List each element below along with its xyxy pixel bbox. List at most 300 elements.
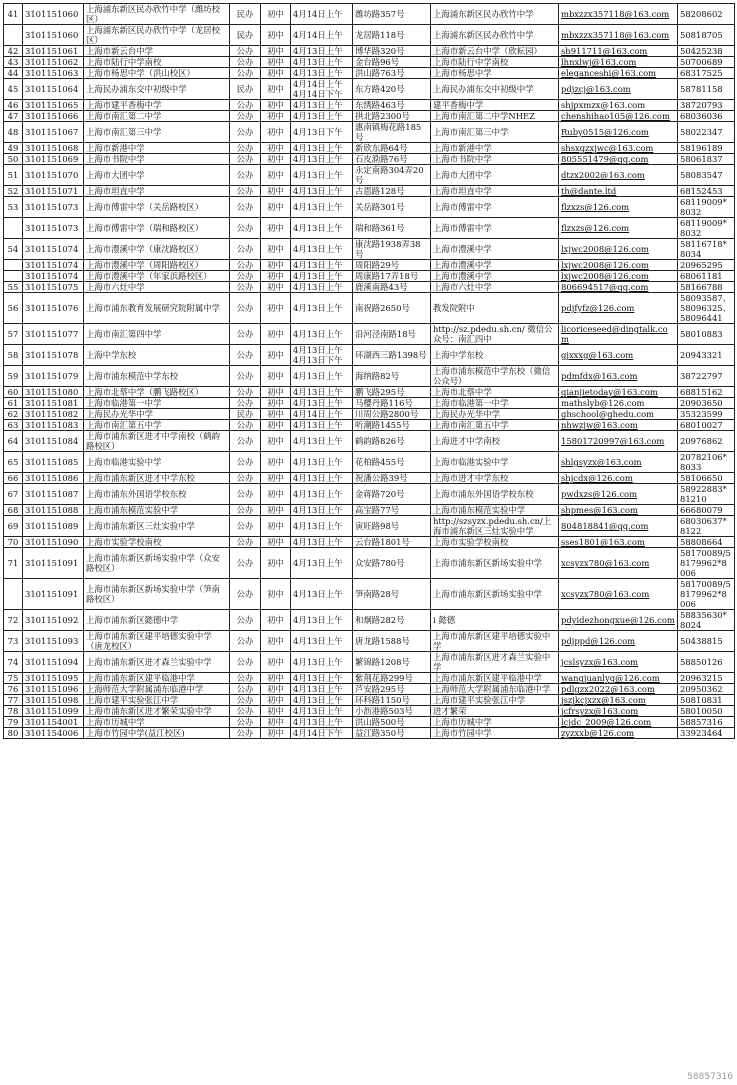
- row-number: 79: [4, 717, 23, 728]
- school-code: 3101151064: [23, 79, 84, 100]
- school-type: 公办: [230, 387, 261, 398]
- table-row: [4, 706, 735, 717]
- school-address: 鹏飞路295号: [353, 387, 431, 398]
- table-row: [4, 345, 735, 366]
- contact-email[interactable]: jszjkcjxzx@163.com: [559, 695, 678, 706]
- visit-time: 4月13日上午 4月13日下午: [291, 345, 353, 366]
- school-address: 南祝路2650号: [353, 293, 431, 324]
- contact-email[interactable]: 15801720997@163.com: [559, 431, 678, 452]
- contact-email[interactable]: lxjwc2008@126.com: [559, 260, 678, 271]
- school-type: 公办: [230, 46, 261, 57]
- school-type: 公办: [230, 165, 261, 186]
- info-channel: 上海浦东新区民办欣竹中学: [431, 25, 559, 46]
- school-address: 高宝路77号: [353, 505, 431, 516]
- table-row: [4, 197, 735, 218]
- row-number: 45: [4, 79, 23, 100]
- school-code: 3101151074: [23, 260, 84, 271]
- contact-phone: 58010883: [678, 324, 735, 345]
- visit-time: 4月13日上午: [291, 652, 353, 673]
- visit-time: 4月13日上午: [291, 610, 353, 631]
- school-type: 公办: [230, 260, 261, 271]
- info-channel: 上海市坦直中学: [431, 186, 559, 197]
- school-name: 上海市傅雷中学（瑞和路校区）: [84, 218, 230, 239]
- contact-email[interactable]: 804818841@qq.com: [559, 516, 678, 537]
- contact-email[interactable]: mbxzzx357118@163.com: [559, 25, 678, 46]
- visit-time: 4月13日上午: [291, 100, 353, 111]
- school-level: 初中: [261, 345, 291, 366]
- contact-phone: 58093587、58096325、58096441: [678, 293, 735, 324]
- school-name: 上海中学东校: [84, 345, 230, 366]
- school-level: 初中: [261, 387, 291, 398]
- info-channel: 上海市实验学校南校: [431, 537, 559, 548]
- contact-email[interactable]: pdmfdx@163.com: [559, 366, 678, 387]
- visit-time: 4月13日上午: [291, 324, 353, 345]
- visit-time: 4月13日上午: [291, 271, 353, 282]
- visit-time: 4月13日上午: [291, 111, 353, 122]
- school-level: 初中: [261, 673, 291, 684]
- visit-time: 4月13日上午: [291, 197, 353, 218]
- contact-phone: 68815162: [678, 387, 735, 398]
- school-address: 潍坊路357号: [353, 4, 431, 25]
- school-type: 公办: [230, 143, 261, 154]
- contact-phone: 58808664: [678, 537, 735, 548]
- contact-phone: 58850126: [678, 652, 735, 673]
- contact-phone: 38720793: [678, 100, 735, 111]
- contact-email[interactable]: jcslsyzx@163.com: [559, 652, 678, 673]
- row-number: 73: [4, 631, 23, 652]
- row-number: [4, 218, 23, 239]
- school-name: 上海市坦直中学: [84, 186, 230, 197]
- contact-email[interactable]: shjcdx@126.com: [559, 473, 678, 484]
- school-level: 初中: [261, 154, 291, 165]
- contact-email[interactable]: pdjppd@126.com: [559, 631, 678, 652]
- table-row: [4, 293, 735, 324]
- school-address: 益江路350号: [353, 728, 431, 739]
- school-type: 公办: [230, 111, 261, 122]
- school-name: 上海市浦东新区新场实验中学（众安路校区）: [84, 548, 230, 579]
- contact-email[interactable]: jcfrsyzx@163.com: [559, 706, 678, 717]
- school-name: 上海市浦东新区懿德中学: [84, 610, 230, 631]
- school-name: 上海市浦东教育发展研究院附属中学: [84, 293, 230, 324]
- school-type: 公办: [230, 717, 261, 728]
- school-address: 笋南路28号: [353, 579, 431, 610]
- visit-time: 4月13日上午: [291, 717, 353, 728]
- school-name: 上海市新云台中学: [84, 46, 230, 57]
- table-row: [4, 186, 735, 197]
- table-body: [4, 4, 735, 739]
- contact-email[interactable]: lxjwc2008@126.com: [559, 239, 678, 260]
- school-level: 初中: [261, 271, 291, 282]
- school-name: 上海市实验学校南校: [84, 537, 230, 548]
- school-code: 3101151077: [23, 324, 84, 345]
- contact-phone: 58083547: [678, 165, 735, 186]
- school-address: 唐龙路1588号: [353, 631, 431, 652]
- info-channel: 上海市陆行中学南校: [431, 57, 559, 68]
- contact-email[interactable]: shlgsyzx@163.com: [559, 452, 678, 473]
- table-row: [4, 122, 735, 143]
- table-row: [4, 387, 735, 398]
- table-row: [4, 516, 735, 537]
- school-type: 公办: [230, 398, 261, 409]
- contact-email[interactable]: pdyidezhongxue@126.com: [559, 610, 678, 631]
- visit-time: 4月13日上午: [291, 684, 353, 695]
- contact-email[interactable]: 805551479@qq.com: [559, 154, 678, 165]
- contact-email[interactable]: dtzx2002@163.com: [559, 165, 678, 186]
- table-row: [4, 25, 735, 46]
- contact-phone: 20976862: [678, 431, 735, 452]
- school-level: 初中: [261, 505, 291, 516]
- info-channel: 上海师范大学附属浦东临港中学: [431, 684, 559, 695]
- info-channel: 上海进才中学南校: [431, 431, 559, 452]
- school-name: 上海市浦东模范实验中学: [84, 505, 230, 516]
- contact-phone: 68061181: [678, 271, 735, 282]
- info-channel: 上海市浦东模范实验中学: [431, 505, 559, 516]
- row-number: 60: [4, 387, 23, 398]
- table-row: [4, 728, 735, 739]
- contact-phone: 58061837: [678, 154, 735, 165]
- school-level: 初中: [261, 409, 291, 420]
- table-row: [4, 695, 735, 706]
- contact-phone: 20943321: [678, 345, 735, 366]
- school-code: 3101151068: [23, 143, 84, 154]
- school-type: 公办: [230, 579, 261, 610]
- contact-phone: 68010027: [678, 420, 735, 431]
- school-name: 上海市历城中学: [84, 717, 230, 728]
- school-address: 金蒋路720号: [353, 484, 431, 505]
- school-code: 3101151071: [23, 186, 84, 197]
- contact-email[interactable]: Ruby0515@126.com: [559, 122, 678, 143]
- school-code: 3101151065: [23, 100, 84, 111]
- info-channel: 上海市南汇第五中学: [431, 420, 559, 431]
- info-channel: http://szsyzx.pdedu.sh.cn/上海市浦东新区三灶实验中学: [431, 516, 559, 537]
- table-row: [4, 324, 735, 345]
- contact-email[interactable]: eleganceshi@163.com: [559, 68, 678, 79]
- school-code: 3101151062: [23, 57, 84, 68]
- contact-email[interactable]: qianjietoday@163.com: [559, 387, 678, 398]
- school-type: 公办: [230, 452, 261, 473]
- info-channel: 上海市澧溪中学: [431, 271, 559, 282]
- table-row: [4, 548, 735, 579]
- school-code: 3101151063: [23, 68, 84, 79]
- contact-email[interactable]: shsxgzxjwc@163.com: [559, 143, 678, 154]
- info-channel: 上海市澧溪中学: [431, 239, 559, 260]
- school-address: 惠南镇梅花路185号: [353, 122, 431, 143]
- school-address: 云台路1801号: [353, 537, 431, 548]
- table-row: [4, 366, 735, 387]
- school-name: 上海市澧溪中学（康沈路校区）: [84, 239, 230, 260]
- info-channel: 上海市书院中学: [431, 154, 559, 165]
- school-type: 公办: [230, 484, 261, 505]
- school-address: 寅旺路98号: [353, 516, 431, 537]
- table-row: [4, 673, 735, 684]
- school-type: 公办: [230, 122, 261, 143]
- table-row: [4, 46, 735, 57]
- school-type: 公办: [230, 366, 261, 387]
- school-address: 和炯路282号: [353, 610, 431, 631]
- visit-time: 4月13日上午: [291, 631, 353, 652]
- school-code: 3101151060: [23, 25, 84, 46]
- school-type: 公办: [230, 728, 261, 739]
- visit-time: 4月13日上午: [291, 548, 353, 579]
- contact-email[interactable]: shpmes@163.com: [559, 505, 678, 516]
- school-level: 初中: [261, 516, 291, 537]
- row-number: 49: [4, 143, 23, 154]
- school-type: 公办: [230, 516, 261, 537]
- school-name: 上海市浦东模范中学东校: [84, 366, 230, 387]
- visit-time: 4月13日下午: [291, 122, 353, 143]
- school-level: 初中: [261, 218, 291, 239]
- row-number: 41: [4, 4, 23, 25]
- visit-time: 4月13日上午: [291, 695, 353, 706]
- school-level: 初中: [261, 122, 291, 143]
- school-code: 3101151060: [23, 4, 84, 25]
- contact-email[interactable]: flzxzs@126.com: [559, 218, 678, 239]
- school-address: 古恩路128号: [353, 186, 431, 197]
- info-channel: 上海市竹园中学: [431, 728, 559, 739]
- info-channel: 上海市傅雷中学: [431, 197, 559, 218]
- school-name: 上海市建平香梅中学: [84, 100, 230, 111]
- contact-email[interactable]: sh911711@163.com: [559, 46, 678, 57]
- info-channel: 上海市傅雷中学: [431, 218, 559, 239]
- contact-phone: 20903650: [678, 398, 735, 409]
- school-name: 上海市澧溪中学（年家浜路校区）: [84, 271, 230, 282]
- school-code: 3101151061: [23, 46, 84, 57]
- school-level: 初中: [261, 398, 291, 409]
- school-level: 初中: [261, 610, 291, 631]
- contact-email[interactable]: nhwzjw@163.com: [559, 420, 678, 431]
- info-channel: 上海市杨思中学: [431, 68, 559, 79]
- school-name: 上海民办浦东交中初级中学: [84, 79, 230, 100]
- contact-email[interactable]: pdlgzx2022@163.com: [559, 684, 678, 695]
- school-type: 公办: [230, 197, 261, 218]
- info-channel: 上海中学东校: [431, 345, 559, 366]
- visit-time: 4月13日上午: [291, 165, 353, 186]
- info-channel: 上海市浦东新区建平临港中学: [431, 673, 559, 684]
- school-address: 洪山路763号: [353, 68, 431, 79]
- info-channel: 进才繁荣: [431, 706, 559, 717]
- info-channel: 上海市北蔡中学: [431, 387, 559, 398]
- contact-email[interactable]: mathslyb@126.com: [559, 398, 678, 409]
- table-row: [4, 537, 735, 548]
- school-level: 初中: [261, 100, 291, 111]
- school-code: 3101151084: [23, 431, 84, 452]
- table-row: [4, 431, 735, 452]
- table-row: [4, 154, 735, 165]
- school-code: 3101151073: [23, 218, 84, 239]
- school-address: 石皮泐路76号: [353, 154, 431, 165]
- row-number: 64: [4, 431, 23, 452]
- school-name: 上海市浦东新区新场实验中学（笋南路校区）: [84, 579, 230, 610]
- contact-email[interactable]: wangjuanlyg@126.com: [559, 673, 678, 684]
- school-level: 初中: [261, 25, 291, 46]
- school-address: 海纳路82号: [353, 366, 431, 387]
- school-code: 3101151090: [23, 537, 84, 548]
- table-row: [4, 579, 735, 610]
- table-row: [4, 165, 735, 186]
- contact-email[interactable]: flzxzs@126.com: [559, 197, 678, 218]
- school-level: 初中: [261, 282, 291, 293]
- row-number: 67: [4, 484, 23, 505]
- row-number: 56: [4, 293, 23, 324]
- contact-phone: 50810831: [678, 695, 735, 706]
- info-channel: 上海市历城中学: [431, 717, 559, 728]
- school-type: 公办: [230, 420, 261, 431]
- row-number: 72: [4, 610, 23, 631]
- school-level: 初中: [261, 548, 291, 579]
- contact-phone: 33923464: [678, 728, 735, 739]
- school-code: 3101151079: [23, 366, 84, 387]
- contact-email[interactable]: licoriceseed@dingtalk.com: [559, 324, 678, 345]
- school-level: 初中: [261, 537, 291, 548]
- school-type: 公办: [230, 324, 261, 345]
- school-address: 东绣路463号: [353, 100, 431, 111]
- school-level: 初中: [261, 728, 291, 739]
- school-level: 初中: [261, 473, 291, 484]
- info-channel: 上海民办浦东交中初级中学: [431, 79, 559, 100]
- school-level: 初中: [261, 143, 291, 154]
- table-row: [4, 717, 735, 728]
- table-row: [4, 484, 735, 505]
- school-level: 初中: [261, 324, 291, 345]
- school-name: 上海市陆行中学南校: [84, 57, 230, 68]
- contact-email[interactable]: xcsyzx780@163.com: [559, 548, 678, 579]
- visit-time: 4月13日上午: [291, 46, 353, 57]
- school-address: 芦安路295号: [353, 684, 431, 695]
- school-name: 上海市临港第一中学: [84, 398, 230, 409]
- table-row: [4, 4, 735, 25]
- row-number: 78: [4, 706, 23, 717]
- contact-email[interactable]: pwdxzs@126.com: [559, 484, 678, 505]
- info-channel: 上海市进才中学东校: [431, 473, 559, 484]
- school-address: 博华路320号: [353, 46, 431, 57]
- row-number: [4, 579, 23, 610]
- school-address: 听潮路1455号: [353, 420, 431, 431]
- row-number: 50: [4, 154, 23, 165]
- school-address: 鹿溪南路43号: [353, 282, 431, 293]
- school-address: 花柏路455号: [353, 452, 431, 473]
- school-address: 金台路96号: [353, 57, 431, 68]
- visit-time: 4月13日上午: [291, 473, 353, 484]
- school-name: 上海市建平实验张江中学: [84, 695, 230, 706]
- school-address: 关岳路301号: [353, 197, 431, 218]
- info-channel: 上海市大团中学: [431, 165, 559, 186]
- school-code: 3101151081: [23, 398, 84, 409]
- visit-time: 4月13日上午: [291, 143, 353, 154]
- school-type: 公办: [230, 282, 261, 293]
- school-code: 3101151069: [23, 154, 84, 165]
- row-number: 68: [4, 505, 23, 516]
- info-channel: i 懿德: [431, 610, 559, 631]
- school-type: 公办: [230, 631, 261, 652]
- school-type: 公办: [230, 186, 261, 197]
- school-address: 拱北路2300号: [353, 111, 431, 122]
- school-name: 上海市澧溪中学（周阳路校区）: [84, 260, 230, 271]
- school-address: 周康路17弄18号: [353, 271, 431, 282]
- contact-phone: 20965295: [678, 260, 735, 271]
- contact-email[interactable]: th@dante.ltd: [559, 186, 678, 197]
- contact-email[interactable]: mbxzzx357118@163.com: [559, 4, 678, 25]
- table-row: [4, 57, 735, 68]
- row-number: 46: [4, 100, 23, 111]
- contact-phone: 50438815: [678, 631, 735, 652]
- contact-phone: 68119009*8032: [678, 197, 735, 218]
- table-row: [4, 452, 735, 473]
- school-code: 3101151091: [23, 548, 84, 579]
- row-number: 75: [4, 673, 23, 684]
- contact-email[interactable]: zyzxxb@126.com: [559, 728, 678, 739]
- watermark-text: 58857316: [687, 1072, 733, 1082]
- row-number: 51: [4, 165, 23, 186]
- school-level: 初中: [261, 165, 291, 186]
- table-row: [4, 79, 735, 100]
- school-address: 祝潘公路39号: [353, 473, 431, 484]
- contact-phone: 35323599: [678, 409, 735, 420]
- contact-email[interactable]: xcsyzx780@163.com: [559, 579, 678, 610]
- contact-email[interactable]: 806694517@qq.com: [559, 282, 678, 293]
- visit-time: 4月13日上午: [291, 154, 353, 165]
- school-address: 东方路420号: [353, 79, 431, 100]
- school-name: 上海市浦东新区建平临港中学: [84, 673, 230, 684]
- school-name: 上海市浦东新区三灶实验中学: [84, 516, 230, 537]
- school-type: 公办: [230, 706, 261, 717]
- school-level: 初中: [261, 652, 291, 673]
- school-name: 上海市浦东新区进才中学东校: [84, 473, 230, 484]
- school-level: 初中: [261, 631, 291, 652]
- contact-email[interactable]: pdjfyfz@126.com: [559, 293, 678, 324]
- school-address: 众安路780号: [353, 548, 431, 579]
- row-number: 58: [4, 345, 23, 366]
- row-number: 55: [4, 282, 23, 293]
- contact-email[interactable]: pdjzcj@163.com: [559, 79, 678, 100]
- contact-phone: 58835630*8024: [678, 610, 735, 631]
- visit-time: 4月13日上午: [291, 505, 353, 516]
- visit-time: 4月13日上午: [291, 452, 353, 473]
- contact-email[interactable]: lhnxlwj@163.com: [559, 57, 678, 68]
- contact-email[interactable]: lcjdc_2009@126.com: [559, 717, 678, 728]
- contact-phone: 58010050: [678, 706, 735, 717]
- contact-email[interactable]: gjxxxg@163.com: [559, 345, 678, 366]
- school-type: 公办: [230, 271, 261, 282]
- contact-email[interactable]: chenshihao105@126.com: [559, 111, 678, 122]
- school-name: 上海市大团中学: [84, 165, 230, 186]
- row-number: 48: [4, 122, 23, 143]
- row-number: 59: [4, 366, 23, 387]
- table-row: [4, 631, 735, 652]
- school-address: 马樱丹路116号: [353, 398, 431, 409]
- school-code: 3101151073: [23, 197, 84, 218]
- table-row: [4, 610, 735, 631]
- school-code: 3101151088: [23, 505, 84, 516]
- school-code: 3101151070: [23, 165, 84, 186]
- school-type: 民办: [230, 79, 261, 100]
- visit-time: 4月13日上午: [291, 431, 353, 452]
- school-address: 鹤韵路826号: [353, 431, 431, 452]
- school-level: 初中: [261, 717, 291, 728]
- school-code: 3101151075: [23, 282, 84, 293]
- visit-time: 4月13日上午: [291, 673, 353, 684]
- row-number: 66: [4, 473, 23, 484]
- school-code: 3101151082: [23, 409, 84, 420]
- school-level: 初中: [261, 684, 291, 695]
- visit-time: 4月14日上午: [291, 4, 353, 25]
- contact-email[interactable]: shjpxmzx@163.com: [559, 100, 678, 111]
- contact-email[interactable]: sses1801@163.com: [559, 537, 678, 548]
- table-row: [4, 282, 735, 293]
- row-number: 42: [4, 46, 23, 57]
- contact-email[interactable]: ghschool@ghedu.com: [559, 409, 678, 420]
- row-number: 44: [4, 68, 23, 79]
- contact-email[interactable]: lxjwc2008@126.com: [559, 271, 678, 282]
